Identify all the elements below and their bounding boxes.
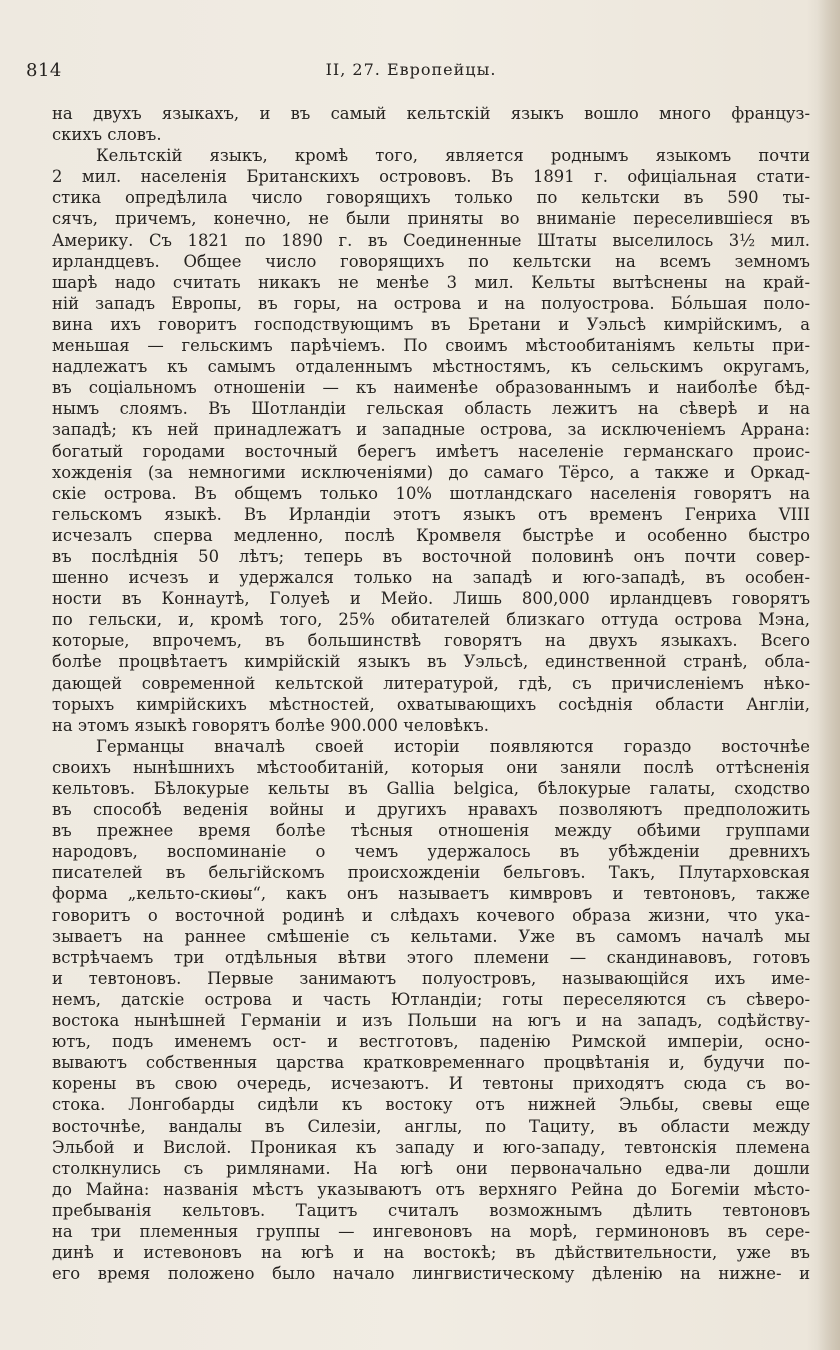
text-line: 2 мил. населенія Британскихъ острововъ. Въ 1891 г. офиціальная стати- (52, 167, 810, 187)
text-line: кельтовъ. Бѣлокурые кельты въ Gallia belgica, бѣлокурые галаты, сходство (52, 779, 810, 798)
text-line: немъ, датскіе острова и часть Ютландіи; готы переселяются съ сѣверо- (52, 989, 810, 1009)
text-line: въ прежнее время болѣе тѣсныя отношенія между обѣими группами (52, 821, 810, 841)
text-line: зываетъ на раннее смѣшеніе съ кельтами. Уже въ самомъ началѣ мы (52, 926, 810, 946)
text-line: хожденія (за немногими исключеніями) до самаго Тёрсо, а также и Оркад- (52, 462, 810, 482)
text-line: Германцы вначалѣ своей исторіи появляются гораздо восточнѣе (96, 736, 810, 756)
text-line: западѣ; къ ней принадлежатъ и западные острова, за исключеніемъ Аррана: (52, 420, 810, 440)
text-line: на этомъ языкѣ говорятъ болѣе 900.000 человѣкъ. (52, 715, 489, 735)
body-text (52, 103, 810, 1284)
text-line: восточнѣе, вандалы въ Силезіи, англы, по Тациту, въ области между (52, 1116, 810, 1136)
text-line: въ способѣ веденія войны и другихъ нравахъ позволяютъ предположить (52, 800, 810, 820)
text-line: шенно исчезъ и удержался только на западѣ и юго-западѣ, въ особен- (52, 568, 810, 588)
text-line: говоритъ о восточной родинѣ и слѣдахъ кочевого образа жизни, что ука- (52, 905, 810, 925)
text-line: дающей современной кельтской литературой, гдѣ, съ причисленіемъ нѣко- (52, 673, 810, 693)
text-line: Америку. Съ 1821 по 1890 г. въ Соединенные Штаты выселилось 3½ мил. (52, 230, 810, 250)
text-line: динѣ и истевоновъ на югѣ и на востокѣ; въ дѣйствительности, уже въ (52, 1243, 810, 1263)
text-line: по гельски, и, кромѣ того, 25% обитателей близкаго оттуда острова Мэна, (52, 610, 810, 630)
text-line: стика опредѣлила число говорящихъ только по кельтски въ 590 ты- (52, 188, 810, 208)
page-header (26, 60, 796, 84)
text-line: на три племенныя группы — ингевоновъ на морѣ, герминоновъ въ сере- (52, 1221, 810, 1241)
text-line: въ послѣднія 50 лѣтъ; теперь въ восточной половинѣ онъ почти совер- (52, 546, 810, 566)
text-line: которые, впрочемъ, въ большинствѣ говорятъ на двухъ языкахъ. Всего (52, 631, 810, 651)
text-line: меньшая — гельскимъ парѣчіемъ. По своимъ мѣстообитаніямъ кельты при- (52, 336, 810, 356)
text-line: вываютъ собственныя царства кратковременнаго процвѣтанія и, будучи по- (52, 1053, 810, 1073)
page-number: 814 (26, 60, 62, 81)
text-line: исчезалъ сперва медленно, послѣ Кромвеля быстрѣе и особенно быстро (52, 525, 810, 545)
text-line: болѣе процвѣтаетъ кимрійскій языкъ въ Уэльсѣ, единственной странѣ, обла- (52, 652, 810, 672)
text-line: пребыванія кельтовъ. Тацитъ считалъ возможнымъ дѣлить тевтоновъ (52, 1200, 810, 1220)
text-line: и тевтоновъ. Первые занимаютъ полуостровъ, называющійся ихъ име- (52, 968, 810, 988)
text-line: встрѣчаемъ три отдѣльныя вѣтви этого племени — скандинавовъ, готовъ (52, 947, 810, 967)
text-line: ности въ Коннаутѣ, Голуеѣ и Мейо. Лишь 800,000 ирландцевъ говорятъ (52, 589, 810, 609)
text-line: ній западъ Европы, въ горы, на острова и на полуострова. Бóльшая поло- (52, 293, 810, 313)
text-line: корены въ свою очередь, исчезаютъ. И тевтоны приходятъ сюда съ во- (52, 1074, 810, 1094)
text-line: богатый городами восточный берегъ имѣетъ населеніе германскаго проис- (52, 441, 810, 461)
text-line: ирландцевъ. Общее число говорящихъ по кельтски на всемъ земномъ (52, 251, 810, 271)
text-line: стока. Лонгобарды сидѣли къ востоку отъ нижней Эльбы, свевы еще (52, 1095, 810, 1115)
text-line: гельскомъ языкѣ. Въ Ирландіи этотъ языкъ отъ временъ Генриха VIII (52, 504, 810, 524)
text-line: до Майна: названія мѣстъ указываютъ отъ верхняго Рейна до Богеміи мѣсто- (52, 1179, 810, 1199)
text-line: скихъ словъ. (52, 125, 162, 145)
text-line: торыхъ кимрійскихъ мѣстностей, охватывающихъ сосѣднія области Англіи, (52, 694, 810, 714)
text-line: писателей въ бельгійскомъ происхожденіи бельговъ. Такъ, Плутарховская (52, 863, 810, 883)
text-line: скіе острова. Въ общемъ только 10% шотландскаго населенія говорятъ на (52, 483, 810, 503)
text-line: востока нынѣшней Германіи и изъ Польши на югъ и на западъ, содѣйству- (52, 1011, 810, 1031)
page-edge-shadow (818, 0, 840, 1350)
text-line: народовъ, воспоминаніе о чемъ удержалось въ убѣжденіи древнихъ (52, 842, 810, 862)
text-line: надлежатъ къ самымъ отдаленнымъ мѣстностямъ, къ сельскимъ округамъ, (52, 357, 810, 377)
text-line: ютъ, подъ именемъ ост- и вестготовъ, паденію Римской имперіи, осно- (52, 1032, 810, 1052)
text-line: его время положено было начало лингвистическому дѣленію на нижне- и (52, 1264, 810, 1284)
text-line: сячъ, причемъ, конечно, не были приняты во вниманіе переселившіеся въ (52, 209, 810, 229)
text-line: на двухъ языкахъ, и въ самый кельтскій языкъ вошло много француз- (52, 104, 810, 123)
text-line: своихъ нынѣшнихъ мѣстообитаній, которыя они заняли послѣ оттѣсненія (52, 757, 810, 777)
text-line: шарѣ надо считать никакъ не менѣе 3 мил. Кельты вытѣснены на край- (52, 272, 810, 292)
text-line: Кельтскій языкъ, кромѣ того, является роднымъ языкомъ почти (96, 146, 810, 166)
running-head: II, 27. Европейцы. (325, 60, 497, 79)
text-line: въ соціальномъ отношеніи — къ наименѣе образованнымъ и наиболѣе бѣд- (52, 378, 810, 398)
text-line: нымъ слоямъ. Въ Шотландіи гельская область лежитъ на сѣверѣ и на (52, 399, 810, 419)
text-line: форма „кельто-скиѳы“, какъ онъ называетъ кимвровъ и тевтоновъ, также (52, 884, 810, 904)
text-line: вина ихъ говоритъ господствующимъ въ Бретани и Уэльсѣ кимрійскимъ, а (52, 314, 810, 334)
text-line: Эльбой и Вислой. Проникая къ западу и юго-западу, тевтонскія племена (52, 1137, 810, 1157)
text-line: столкнулись съ римлянами. На югѣ они первоначально едва-ли дошли (52, 1158, 810, 1178)
